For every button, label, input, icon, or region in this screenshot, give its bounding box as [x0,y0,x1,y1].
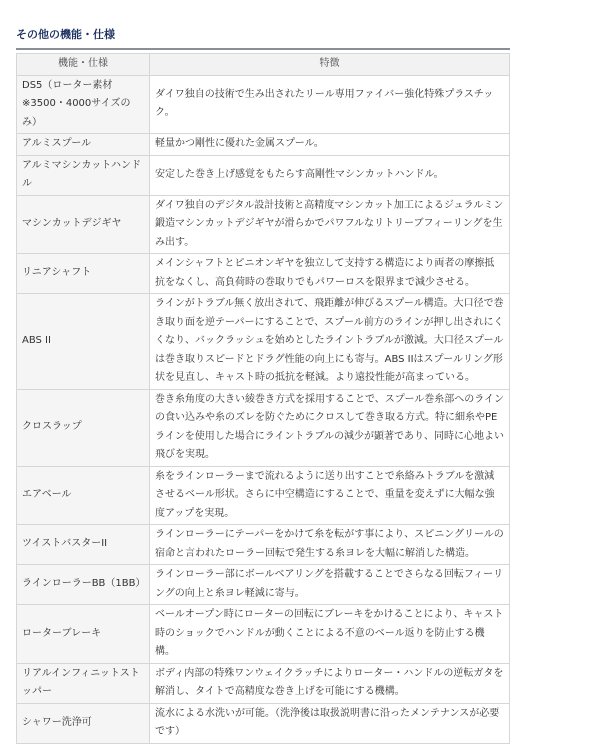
description-cell: ベールオープン時にローターの回転にブレーキをかけることにより、キャスト時のショックでハンドルが動くことによる不意のベール返りを防止する機構。 [150,605,510,664]
description-cell: ラインローラー部にボールベアリングを搭載することでさらなる回転フィーリングの向上と糸ヨレ軽減に寄与。 [150,565,510,605]
title-divider [16,48,510,50]
feature-cell: アルミスプール [17,134,150,156]
feature-cell: ABS II [17,294,150,390]
feature-cell: エアベール [17,466,150,525]
description-cell: 軽量かつ剛性に優れた金属スプール。 [150,134,510,156]
feature-cell: DS5（ローター素材※3500・4000サイズのみ） [17,75,150,134]
table-row [17,155,510,195]
description-cell: 糸をラインローラーまで流れるように送り出すことで糸絡みトラブルを激減させるベール形状。さらに中空構造にすることで、重量を変えずに大幅な強度アップを実現。 [150,466,510,525]
table-row [17,195,510,254]
description-cell: 安定した巻き上げ感覚をもたらす高剛性マシンカットハンドル。 [150,155,510,195]
description-cell: ボディ内部の特殊ワンウェイクラッチによりローター・ハンドルの逆転ガタを解消し、タイトで高精度な巻き上げを可能にする機構。 [150,663,510,703]
description-cell: ラインがトラブル無く放出されて、飛距離が伸びるスプール構造。大口径で巻き取り面を逆テーパーにすることで、スプール前方のラインが押し出されにくくなり、バックラッシュを始めとしたライントラブルが激減。大口径スプールは巻き取りスピードとドラグ性能の向上にも寄与。ABS IIはスプールリング形状を見直し、キャスト時の抵抗を軽減。より遠投性能が高まっている。 [150,294,510,390]
table-header-row [17,54,510,76]
spec-section [16,26,510,744]
header-feature: 機能・仕様 [17,54,150,76]
table-row [17,466,510,525]
description-cell: ラインローラーにテーパーをかけて糸を転がす事により、スピニングリールの宿命と言われたローラー回転で発生する糸ヨレを大幅に解消した構造。 [150,525,510,565]
feature-cell: ローターブレーキ [17,605,150,664]
table-row [17,389,510,466]
table-row [17,525,510,565]
table-row [17,294,510,390]
feature-cell: シャワー洗浄可 [17,703,150,743]
description-cell: 流水による水洗いが可能。（洗浄後は取扱説明書に沿ったメンテナンスが必要です） [150,703,510,743]
table-row [17,565,510,605]
feature-cell: リアルインフィニットストッパー [17,663,150,703]
feature-cell: アルミマシンカットハンドル [17,155,150,195]
description-cell: ダイワ独自の技術で生み出されたリール専用ファイバー強化特殊プラスチック。 [150,75,510,134]
header-description: 特徴 [150,54,510,76]
table-row [17,75,510,134]
description-cell: 巻き糸角度の大きい綾巻き方式を採用することで、スプール巻糸部へのラインの食い込みや糸のズレを防ぐためにクロスして巻き取る方式。特に細糸やPEラインを使用した場合にライントラブルの減少が顕著であり、同時に心地よい飛びを実現。 [150,389,510,466]
description-cell: ダイワ独自のデジタル設計技術と高精度マシンカット加工によるジュラルミン鍛造マシンカットデジギヤが滑らかでパワフルなリトリーブフィーリングを生み出す。 [150,195,510,254]
section-title: その他の機能・仕様 [16,28,115,41]
feature-cell: クロスラップ [17,389,150,466]
spec-table [16,53,510,744]
table-row [17,134,510,156]
table-row [17,254,510,294]
feature-cell: ツイストバスターII [17,525,150,565]
description-cell: メインシャフトとピニオンギヤを独立して支持する構造により両者の摩擦抵抗をなくし、高負荷時の巻取りでもパワーロスを限界まで減少させる。 [150,254,510,294]
table-row [17,663,510,703]
feature-cell: ラインローラーBB（1BB） [17,565,150,605]
table-row [17,703,510,743]
table-row [17,605,510,664]
feature-cell: リニアシャフト [17,254,150,294]
feature-cell: マシンカットデジギヤ [17,195,150,254]
